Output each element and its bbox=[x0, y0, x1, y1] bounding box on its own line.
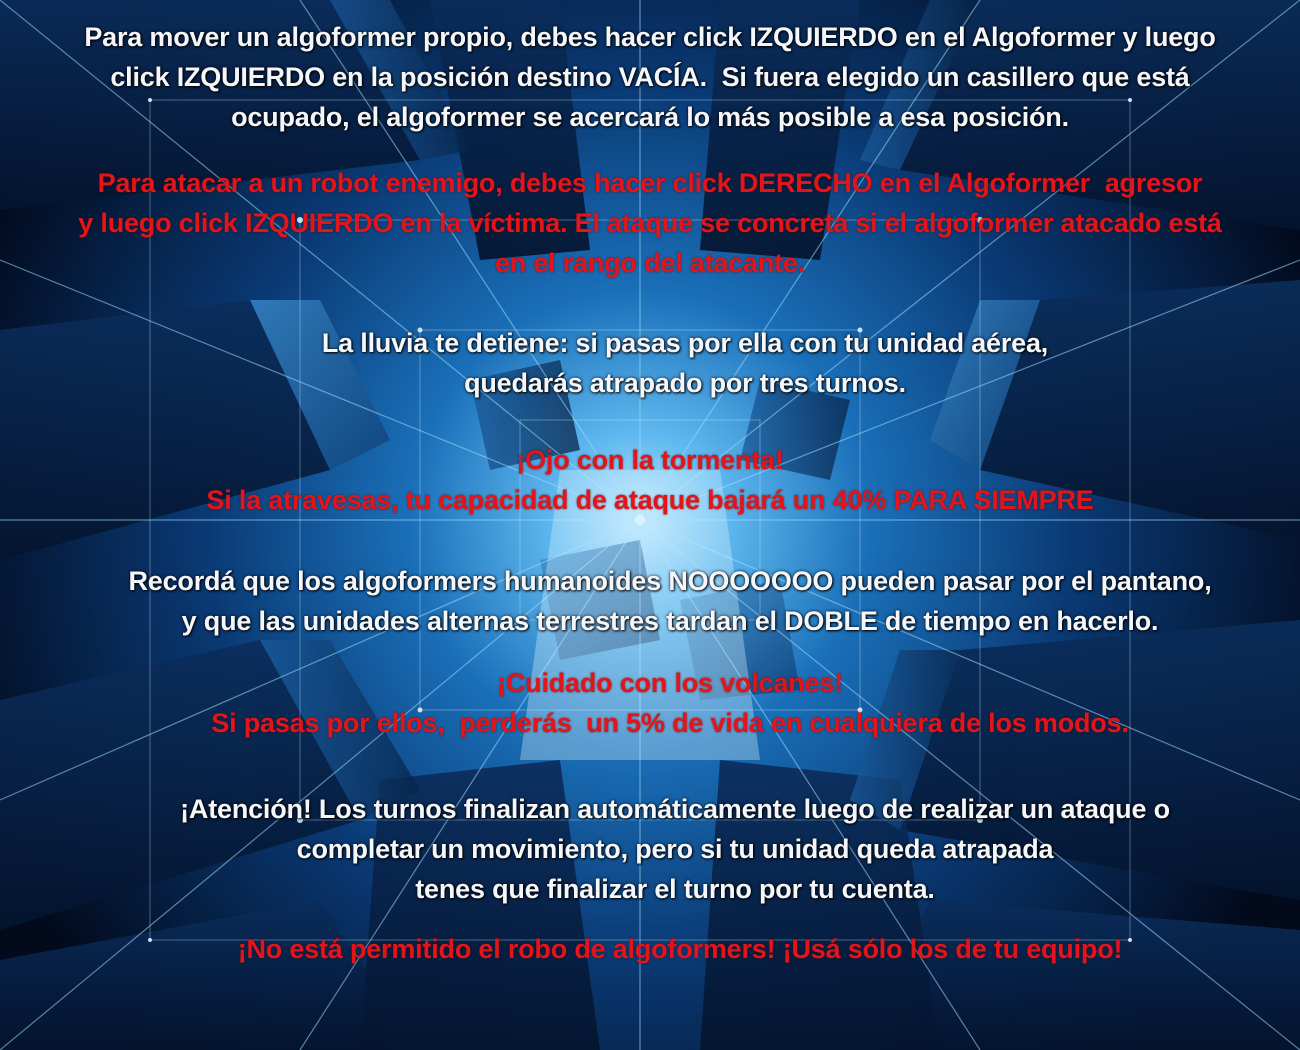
theft-warning: ¡No está permitido el robo de algoformers! ¡Usá sólo los de tu equipo! bbox=[237, 934, 1123, 964]
move-instructions: Para mover un algoformer propio, debes hacer click IZQUIERDO en el Algoformer y luego click IZQUIERDO en la posición destino VACÍA. Si fuera elegido un casillero que está ocupado, el algoformer se acercará lo más posible a esa posición. bbox=[84, 22, 1216, 132]
turns-info: ¡Atención! Los turnos finalizan automáticamente luego de realizar un ataque o completar un movimiento, pero si tu unidad queda atrapada tenes que finalizar el turno por tu cuenta. bbox=[180, 794, 1170, 904]
volcano-warning: ¡Cuidado con los volcanes! Si pasas por ellos, perderás un 5% de vida en cualquiera de los modos. bbox=[211, 668, 1129, 738]
swamp-info: Recordá que los algoformers humanoides NOOOOOOO pueden pasar por el pantano, y que las unidades alternas terrestres tardan el DOBLE de tiempo en hacerlo. bbox=[128, 566, 1212, 636]
rain-warning: La lluvia te detiene: si pasas por ella con tu unidad aérea, quedarás atrapado por tres turnos. bbox=[321, 328, 1049, 398]
storm-warning: ¡Ojo con la tormenta! Si la atravesas, tu capacidad de ataque bajará un 40% PARA SIEMPRE bbox=[206, 445, 1094, 515]
attack-instructions: Para atacar a un robot enemigo, debes hacer click DERECHO en el Algoformer agresor y luego click IZQUIERDO en la víctima. El ataque se concreta si el algoformer atacado está en el rango del atacante. bbox=[78, 168, 1222, 278]
